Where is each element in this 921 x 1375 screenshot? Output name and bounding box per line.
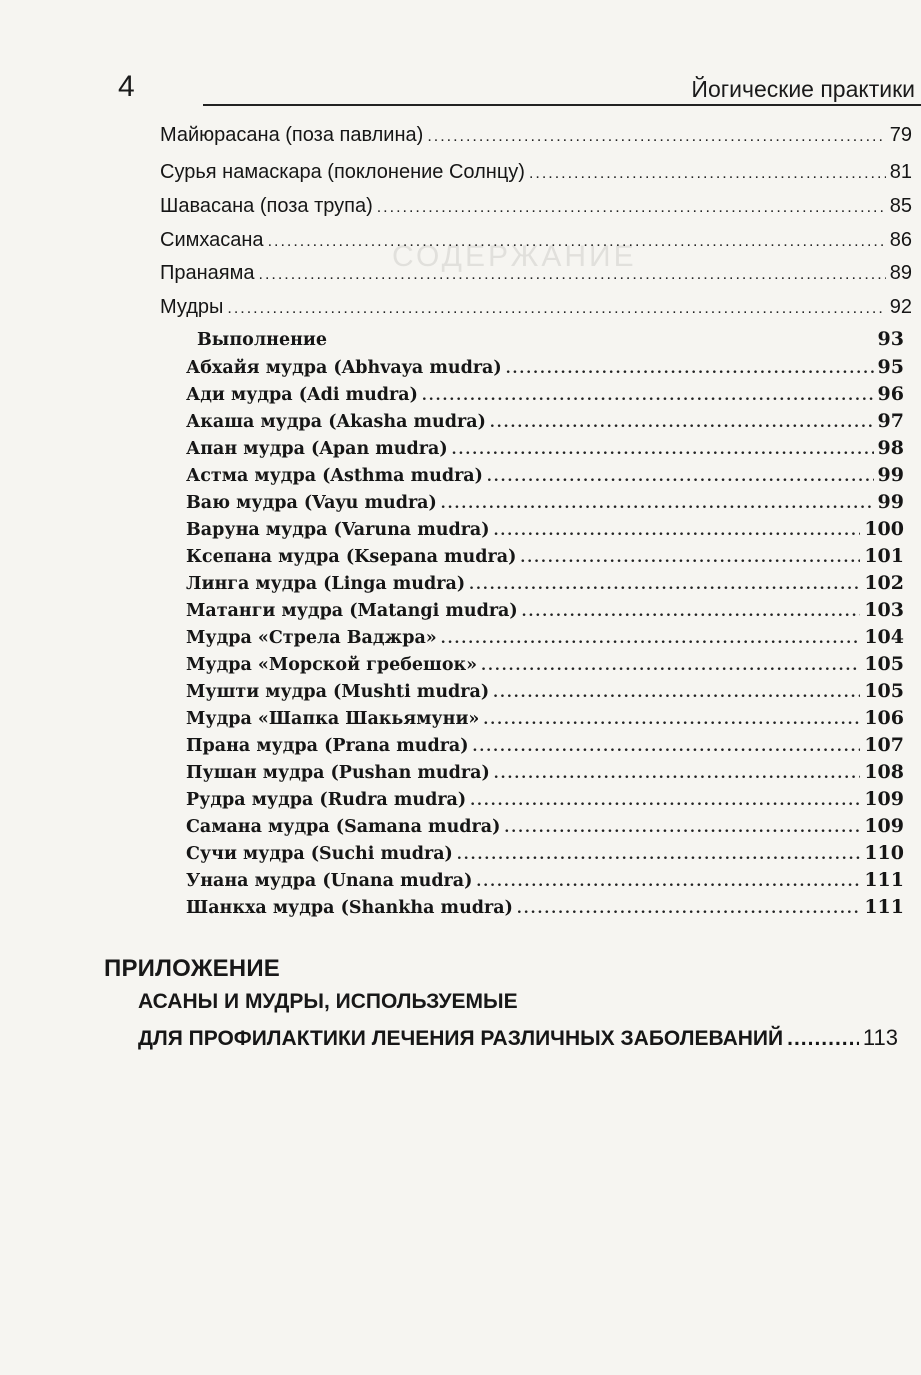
mudra-entry[interactable]: [186, 383, 904, 409]
toc-entry-page: 93: [877, 328, 904, 350]
mudra-entry[interactable]: [186, 464, 904, 490]
dot-leader: [227, 300, 885, 318]
show-through-title: СОДЕРЖАНИЕ: [392, 240, 637, 273]
dot-leader: [441, 631, 861, 647]
dot-leader: [457, 847, 861, 863]
mudra-entry-label: Ади мудра (Adi mudra): [186, 385, 418, 405]
toc-entry-label: Выполнение: [197, 330, 328, 350]
mudra-entry-label: Матанги мудра (Matangi mudra): [186, 601, 518, 621]
mudra-entry-label: Линга мудра (Linga mudra): [186, 574, 466, 594]
dot-leader: [483, 712, 860, 728]
mudra-entry[interactable]: [186, 437, 904, 463]
mudra-entry-page: 96: [877, 383, 904, 405]
appendix-title: ПРИЛОЖЕНИЕ: [104, 955, 280, 982]
mudra-entry[interactable]: [186, 518, 904, 544]
mudra-entry-page: 108: [864, 761, 904, 783]
mudra-entry-label: Сучи мудра (Suchi mudra): [186, 844, 453, 864]
appendix-page: 113: [862, 1025, 898, 1050]
dot-leader: [470, 793, 860, 809]
dot-leader: [422, 388, 874, 404]
dot-leader: [522, 604, 861, 620]
toc-entry[interactable]: [197, 328, 904, 354]
mudra-entry-page: 95: [877, 356, 904, 378]
dot-leader: [504, 820, 860, 836]
toc-entry-label: Мудры: [160, 296, 224, 318]
mudra-entry[interactable]: [186, 869, 904, 895]
mudra-entry[interactable]: [186, 491, 904, 517]
mudra-entry-page: 100: [864, 518, 904, 540]
mudra-entry-label: Ксепана мудра (Ksepana mudra): [186, 547, 517, 567]
toc-entry-page: 92: [889, 296, 912, 318]
toc-entry-page: 81: [889, 161, 912, 183]
toc-entry-label: Шавасана (поза трупа): [160, 195, 373, 217]
mudra-entry[interactable]: [186, 734, 904, 760]
mudra-entry-page: 106: [864, 707, 904, 729]
page-number: 4: [118, 70, 135, 103]
mudra-entry[interactable]: [186, 815, 904, 841]
dot-leader: [473, 739, 861, 755]
mudra-entry-page: 104: [864, 626, 904, 648]
mudra-entry-page: 111: [864, 869, 904, 891]
mudra-entry-label: Акаша мудра (Akasha mudra): [186, 412, 486, 432]
running-title: Йогические практики: [691, 76, 915, 102]
toc-entry-page: 79: [889, 124, 912, 146]
mudra-entry-page: 99: [877, 491, 904, 513]
appendix-subtitle-line2: ДЛЯ ПРОФИЛАКТИКИ ЛЕЧЕНИЯ РАЗЛИЧНЫХ ЗАБОЛЕВАНИЙ: [138, 1027, 784, 1050]
header-divider: [203, 104, 921, 106]
dot-leader: [469, 577, 860, 593]
dot-leader: [493, 685, 860, 701]
toc-entry-label: Сурья намаскара (поклонение Солнцу): [160, 161, 525, 183]
dot-leader: [441, 496, 874, 512]
mudra-entry-label: Мудра «Морской гребешок»: [186, 655, 478, 675]
toc-entry[interactable]: [160, 161, 912, 189]
dot-leader: [494, 523, 861, 539]
dot-leader: [517, 901, 860, 917]
mudra-entry-label: Мудра «Шапка Шакьямуни»: [186, 709, 480, 729]
dot-leader: [494, 766, 861, 782]
mudra-entry-label: Пушан мудра (Pushan mudra): [186, 763, 490, 783]
mudra-entry-page: 98: [877, 437, 904, 459]
mudra-entry[interactable]: [186, 896, 904, 922]
mudra-entry-label: Мушти мудра (Mushti mudra): [186, 682, 490, 702]
mudra-entry-page: 103: [864, 599, 904, 621]
mudra-entry-label: Прана мудра (Prana mudra): [186, 736, 469, 756]
mudra-entry-page: 107: [864, 734, 904, 756]
mudra-entry-label: Апан мудра (Apan mudra): [186, 439, 448, 459]
toc-entry[interactable]: [160, 195, 912, 223]
toc-entry[interactable]: [160, 296, 912, 324]
mudra-entry-page: 97: [877, 410, 904, 432]
mudra-entry-page: 110: [864, 842, 904, 864]
dot-leader: [259, 266, 886, 284]
dot-leader: [377, 199, 886, 217]
mudra-entry-page: 111: [864, 896, 904, 918]
mudra-entry[interactable]: [186, 653, 904, 679]
mudra-entry[interactable]: [186, 410, 904, 436]
dot-leader: [268, 233, 886, 251]
mudra-entry[interactable]: [186, 626, 904, 652]
toc-entry-label: Майюрасана (поза павлина): [160, 124, 424, 146]
toc-entry-page: 85: [889, 195, 912, 217]
mudra-entry[interactable]: [186, 761, 904, 787]
dot-leader: [520, 550, 860, 566]
appendix-subtitle-line1: АСАНЫ И МУДРЫ, ИСПОЛЬЗУЕМЫЕ: [138, 990, 518, 1013]
mudra-entry-page: 105: [864, 680, 904, 702]
dot-leader: [506, 361, 874, 377]
mudra-entry-page: 101: [864, 545, 904, 567]
dot-leader: [452, 442, 874, 458]
mudra-entry-label: Унана мудра (Unana mudra): [186, 871, 473, 891]
mudra-entry[interactable]: [186, 356, 904, 382]
mudra-entry[interactable]: [186, 788, 904, 814]
mudra-entry[interactable]: [186, 599, 904, 625]
toc-entry-label: Симхасана: [160, 229, 264, 251]
dot-leader: [787, 1027, 859, 1051]
dot-leader: [481, 658, 860, 674]
mudra-entry-label: Рудра мудра (Rudra mudra): [186, 790, 467, 810]
mudra-entry-label: Абхайя мудра (Abhvaya mudra): [186, 358, 502, 378]
mudra-entry-label: Мудра «Стрела Ваджра»: [186, 628, 437, 648]
dot-leader: [529, 165, 886, 183]
mudra-entry-page: 99: [877, 464, 904, 486]
mudra-entry-page: 109: [864, 815, 904, 837]
mudra-entry[interactable]: [186, 680, 904, 706]
mudra-entry-label: Варуна мудра (Varuna mudra): [186, 520, 490, 540]
mudra-entry-page: 102: [864, 572, 904, 594]
mudra-entry-page: 105: [864, 653, 904, 675]
dot-leader: [487, 469, 874, 485]
toc-entry[interactable]: [160, 124, 912, 152]
mudra-entry[interactable]: [186, 707, 904, 733]
mudra-entry[interactable]: [186, 572, 904, 598]
dot-leader: [476, 874, 860, 890]
appendix-entry[interactable]: [138, 1025, 898, 1055]
dot-leader: [427, 128, 885, 146]
mudra-entry-page: 109: [864, 788, 904, 810]
mudra-entry-label: Астма мудра (Asthma mudra): [186, 466, 483, 486]
mudra-entry-label: Шанкха мудра (Shankha mudra): [186, 898, 513, 918]
mudra-entry[interactable]: [186, 545, 904, 571]
mudra-entry-label: Ваю мудра (Vayu mudra): [186, 493, 437, 513]
toc-entry[interactable]: [160, 262, 912, 290]
mudra-entry[interactable]: [186, 842, 904, 868]
dot-leader: [490, 415, 874, 431]
toc-entry[interactable]: [160, 229, 912, 257]
mudra-entry-label: Самана мудра (Samana mudra): [186, 817, 501, 837]
toc-entry-page: 89: [889, 262, 912, 284]
toc-entry-page: 86: [889, 229, 912, 251]
toc-entry-label: Пранаяма: [160, 262, 255, 284]
